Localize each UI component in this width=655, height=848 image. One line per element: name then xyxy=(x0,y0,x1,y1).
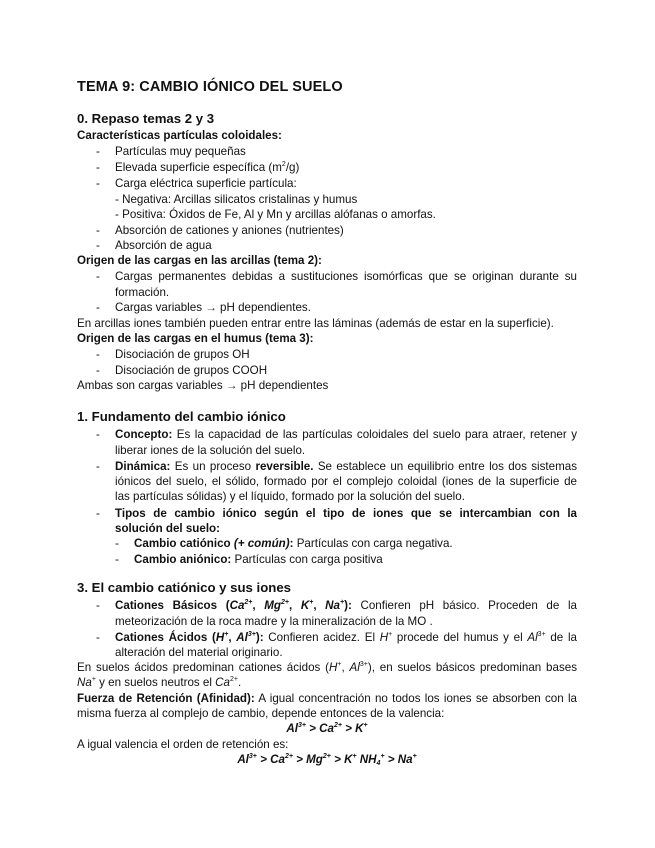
section-1-heading: 1. Fundamento del cambio iónico xyxy=(77,409,286,424)
bullet-dash: - xyxy=(96,177,100,190)
igual-valencia-text: A igual valencia el orden de retención es: xyxy=(77,738,289,751)
concepto-continuation: liberar iones de la solución del suelo. xyxy=(115,444,306,457)
bullet-dash: - xyxy=(115,537,119,550)
list-item: Carga eléctrica superficie partícula: xyxy=(115,177,297,190)
dinamica-line: Dinámica: Es un proceso reversible. Se establece un equilibrio entre los dos sistemas xyxy=(115,460,578,473)
fuerza-continuation: misma fuerza al complejo de cambio, depende entonces de la valencia: xyxy=(77,707,445,720)
cationes-basicos-continuation: meteorización de la roca madre y la mineralización de la MO . xyxy=(115,615,433,628)
list-item: Absorción de agua xyxy=(115,239,212,252)
bullet-dash: - xyxy=(96,348,100,361)
bullet-dash: - xyxy=(96,301,100,314)
caracteristicas-title: Características partículas coloidales: xyxy=(77,129,282,142)
sub-item-negativa: - Negativa: Arcillas silicatos cristalinas y humus xyxy=(115,193,358,206)
list-item: Cargas variables → pH dependientes. xyxy=(115,301,311,314)
list-item: Elevada superficie específica $(m^2/g)$ xyxy=(115,161,300,174)
cationes-acidos-line: Cationes Ácidos (H+, $Al^{3+}$): Confieren acidez. El H+ procede del humus y el $Al^{3+}$ de la xyxy=(115,631,577,644)
arcillas-note: En arcillas iones también pueden entrar entre las láminas (además de estar en la superficie). xyxy=(77,317,554,330)
origen-arcillas-title: Origen de las cargas en las arcillas (tema 2): xyxy=(77,254,322,267)
serie-retencion-valencia: $Al^{3+} > Ca^{2+} > K^+$ xyxy=(286,722,368,735)
bullet-dash: - xyxy=(115,553,119,566)
section-3-heading: 3. El cambio catiónico y sus iones xyxy=(77,580,292,595)
suelos-line: En suelos ácidos predominan cationes ácidos (H+, $Al^{3+}$), en suelos básicos predominan bases xyxy=(77,661,577,674)
bullet-dash: - xyxy=(96,599,100,612)
page-title: TEMA 9: CAMBIO IÓNICO DEL SUELO xyxy=(77,79,343,95)
list-item: Absorción de cationes y aniones (nutrientes) xyxy=(115,224,344,237)
cambio-cationico: Cambio catiónico (+ común): Partículas con carga negativa. xyxy=(134,537,453,550)
bullet-dash: - xyxy=(96,364,100,377)
cambio-anionico: Cambio aniónico: Partículas con carga positiva xyxy=(134,553,383,566)
dinamica-continuation: iónicos del suelo, el sólido, formado por el complejo coloidal (iones de la superficie de xyxy=(115,475,577,488)
list-item: Cargas permanentes debidas a sustituciones isomórficas que se originan durante su xyxy=(115,270,577,283)
suelos-continuation: Na+ y en suelos neutros el $Ca^{2+}$. xyxy=(77,676,242,689)
list-item: Disociación de grupos OH xyxy=(115,348,250,361)
bullet-dash: - xyxy=(96,428,100,441)
list-item: Partículas muy pequeñas xyxy=(115,145,246,158)
bullet-dash: - xyxy=(96,631,100,644)
bullet-dash: - xyxy=(96,145,100,158)
fuerza-line: Fuerza de Retención (Afinidad): A igual concentración no todos los iones se absorben con la xyxy=(77,692,578,705)
bullet-dash: - xyxy=(96,239,100,252)
section-0-heading: 0. Repaso temas 2 y 3 xyxy=(77,111,215,126)
bullet-dash: - xyxy=(96,224,100,237)
dinamica-continuation: las partículas sólidas) y el líquido, formado por la solución del suelo. xyxy=(115,490,465,503)
ambas-note: Ambas son cargas variables → pH dependientes xyxy=(77,379,329,392)
bullet-dash: - xyxy=(96,161,100,174)
tipos-continuation: solución del suelo: xyxy=(115,522,221,535)
cationes-acidos-continuation: alteración del material originario. xyxy=(115,646,283,659)
sub-item-positiva: - Positiva: Óxidos de Fe, Al y Mn y arcillas alófanas o amorfas. xyxy=(115,208,436,221)
concepto-line: Concepto: Es la capacidad de las partículas coloidales del suelo para atraer, retener y xyxy=(115,428,577,441)
list-item-continuation: formación. xyxy=(115,286,170,299)
bullet-dash: - xyxy=(96,460,100,473)
cationes-basicos-line: Cationes Básicos ($Ca^{2+}$, $Mg^{2+}$, K+, Na+): Confieren pH básico. Proceden de la xyxy=(115,599,577,612)
bullet-dash: - xyxy=(96,270,100,283)
bullet-dash: - xyxy=(96,507,100,520)
serie-retencion-igual-valencia: $Al^{3+} > Ca^{2+} > Mg^{2+} > K^+$ $NH_4^+ > Na^+$ xyxy=(237,753,417,767)
tipos-line: Tipos de cambio iónico según el tipo de iones que se intercambian con la xyxy=(115,507,577,520)
origen-humus-title: Origen de las cargas en el humus (tema 3): xyxy=(77,332,314,345)
list-item: Disociación de grupos COOH xyxy=(115,364,268,377)
